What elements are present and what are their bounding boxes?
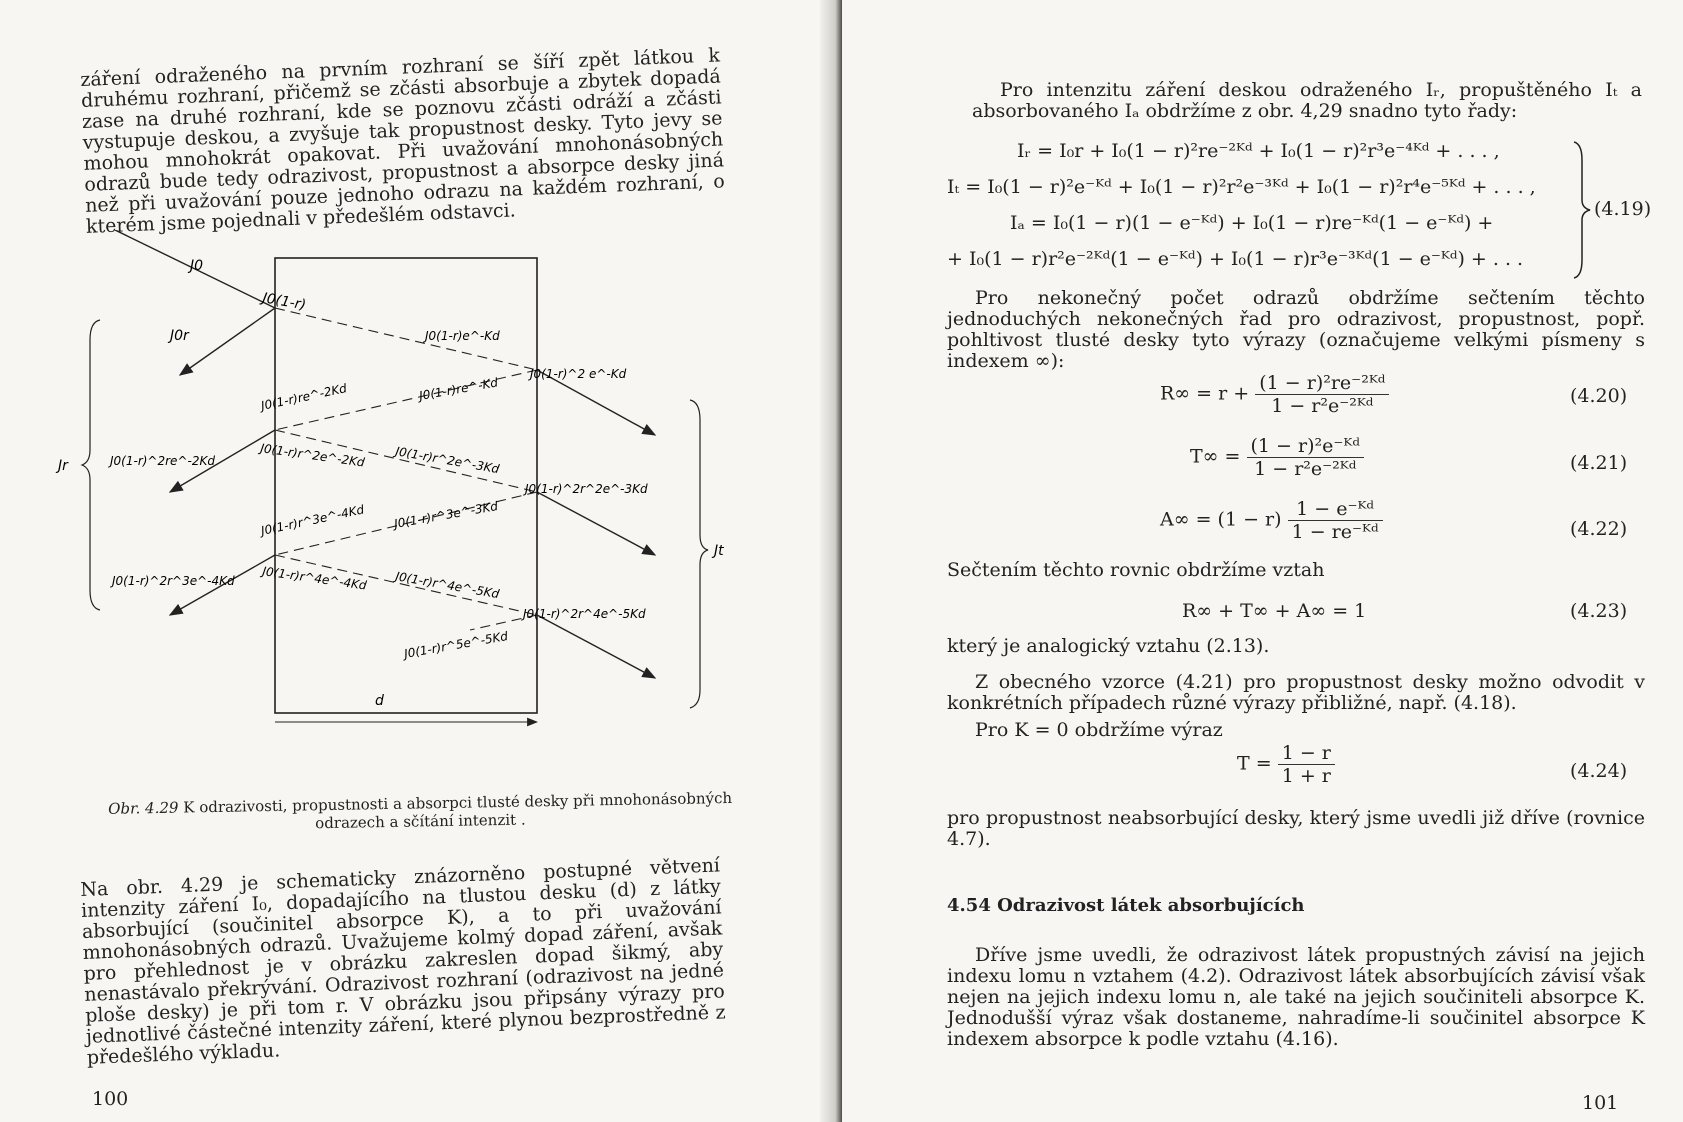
figure-caption [100, 789, 741, 836]
eq-422-lhs: A∞ = (1 − r) [1160, 508, 1282, 531]
eq-420 [1160, 372, 1389, 417]
label-j0-1mr-reKd: J0(1-r)re^-Kd [418, 375, 499, 403]
eq-419-line4: + I₀(1 − r)r²e⁻²ᴷᵈ(1 − e⁻ᴷᵈ) + I₀(1 − r)r³e⁻³ᴷᵈ(1 − e⁻ᴷᵈ) + . . . [947, 248, 1524, 270]
section-heading: 4.54 Odrazivost látek absorbujících [947, 895, 1305, 916]
eq-419-line1: Iᵣ = I₀r + I₀(1 − r)²re⁻²ᴷᵈ + I₀(1 − r)²r³e⁻⁴ᴷᵈ + . . . , [1017, 140, 1500, 162]
right-page [842, 0, 1683, 1122]
eq-423-number: (4.23) [1570, 600, 1628, 622]
label-j0-1mr2-re2Kd: J0(1-r)^2re^-2Kd [110, 454, 215, 468]
eq-422-number: (4.22) [1570, 518, 1628, 540]
left-page [0, 0, 838, 1122]
eq-420-num: (1 − r)²re⁻²ᴷᵈ [1255, 372, 1389, 395]
label-jt: Jt [714, 543, 724, 559]
label-j0-1mr2-r4e5Kd: J0(1-r)^2r^4e^-5Kd [523, 607, 646, 621]
caption-text: K odrazivosti, propustnosti a absorpci tlusté desky při mnohonásobných odrazech a sčítání intenzit . [183, 788, 733, 833]
eq-422 [1160, 498, 1383, 543]
right-paragraph-7: pro propustnost neabsorbující desky, který jsme uvedli již dříve (rovnice 4.7). [947, 807, 1645, 850]
label-jr: Jr [58, 458, 68, 474]
label-j0-1mr-r3e4Kd: J0(1-r)r^3e^-4Kd [259, 502, 366, 538]
eq-421-fraction [1247, 435, 1364, 480]
label-j0-1mr-eKd: J0(1-r)e^-Kd [425, 329, 500, 343]
eq-422-fraction [1288, 498, 1383, 543]
right-paragraph-8: Dříve jsme uvedli, že odrazivost látek propustných závisí na jejich indexu lomu n vztahem (4.2). Odrazivost látek absorbujících závisí však nejen na jejich indexu lomu n, ale také na jejich součiniteli absorpce K. Jednodušší výraz však dostaneme, nahradíme-li součinitel absorpce K indexem absorpce k podle vztahu (4.16). [947, 944, 1645, 1050]
label-j0-1mr-r2e3Kd: J0(1-r)r^2e^-3Kd [394, 444, 501, 477]
right-paragraph-2: Pro nekonečný počet odrazů obdržíme sečtením těchto jednoduchých nekonečných řad pro odrazivost, propustnost, popř. pohltivost tlusté desky tyto výrazy (označujeme velkými písmeny s indexem ∞): [947, 287, 1645, 372]
eq-424 [1237, 742, 1335, 787]
right-paragraph-3: Sečtením těchto rovnic obdržíme vztah [947, 559, 1325, 581]
eq-424-den: 1 + r [1281, 765, 1331, 787]
right-paragraph-5: Z obecného vzorce (4.21) pro propustnost desky možno odvodit v konkrétních případech různé výrazy přibližné, např. (4.18). [947, 671, 1645, 714]
eq-424-lhs: T = [1237, 752, 1272, 775]
label-j0-1mr2-eKd: J0(1-r)^2 e^-Kd [530, 367, 627, 381]
right-paragraph-6: Pro K = 0 obdržíme výraz [975, 719, 1223, 741]
left-paragraph-2: Na obr. 4.29 je schematicky znázorněno postupné větvení intenzity záření I₀, dopadajícího na tlustou desku (d) z látky absorbující (součinitel absorpce K), a to při uvažování mnohonásobných odrazů. Uvažujeme kolmý dopad záření, avšak pro přehlednost je v obrázku zakreslen dopad šikmý, aby nenastávalo překrývání. Odrazivost rozhraní (odrazivost na jedné ploše desky) je při tom r. V obrázku jsou připsány výrazy pro jednotlivé částečné intenzity záření, které plynou bezprostředně z předešlého výkladu. [79, 854, 726, 1069]
transmitted-ray-2 [537, 492, 655, 555]
eq-419-number: (4.19) [1594, 198, 1652, 220]
figure-4-29 [40, 230, 800, 790]
label-j0-1mr: J0(1-r) [261, 290, 308, 314]
label-j0-1mr-r2e2Kd: J0(1-r)r^2e^-2Kd [259, 441, 366, 470]
right-page-number: 101 [1582, 1092, 1619, 1114]
eq-420-den: 1 − r²e⁻²ᴷᵈ [1271, 395, 1374, 417]
label-j0-1mr-r4e4Kd: J0(1-r)r^4e^-4Kd [261, 564, 368, 593]
eq-424-num: 1 − r [1278, 742, 1335, 765]
left-paragraph-1: záření odraženého na prvním rozhraní se šíří zpět látkou k druhému rozhraní, přičemž se zčásti absorbuje a zbytek dopadá zase na druhé rozhraní, kde se poznovu zčásti odráží a zčásti vystupuje deskou, a zvyšuje tak propustnost desky. Tyto jevy se mohou mnohokrát opakovat. Při uvažování mnohonásobných odrazů bude tedy odrazivost, propustnost a absorpce desky jiná než při uvažování pouze jednoho odrazu na každém rozhraní, o kterém jsme pojednali v předešlém odstavci. [79, 44, 726, 238]
caption-label: Obr. 4.29 [107, 798, 179, 818]
label-j0r: J0r [170, 328, 189, 344]
label-j0: J0 [190, 258, 204, 274]
eq-420-lhs: R∞ = r + [1160, 382, 1250, 405]
jt-brace [690, 400, 708, 708]
eq-421-num: (1 − r)²e⁻ᴷᵈ [1247, 435, 1364, 458]
eq-419-line3: Iₐ = I₀(1 − r)(1 − e⁻ᴷᵈ) + I₀(1 − r)re⁻ᴷᵈ(1 − e⁻ᴷᵈ) + [1010, 212, 1494, 234]
eq-421-den: 1 − r²e⁻²ᴷᵈ [1254, 458, 1357, 480]
left-page-number: 100 [92, 1088, 129, 1110]
transmitted-ray-3 [537, 615, 655, 678]
right-paragraph-1: Pro intenzitu záření deskou odraženého Iᵣ, propuštěného Iₜ a absorbovaného Iₐ obdržíme z obr. 4,29 snadno tyto řady: [972, 79, 1642, 122]
eq-424-number: (4.24) [1570, 760, 1628, 782]
label-d: d [375, 693, 384, 709]
label-j0-1mr-r5e5Kd: J0(1-r)r^5e^-5Kd [403, 628, 509, 661]
label-j0-1mr-re2Kd-a: J0(1-r)re^-2Kd [259, 381, 348, 413]
label-j0-1mr2-r2e3Kd: J0(1-r)^2r^2e^-3Kd [525, 482, 648, 496]
eq-423: R∞ + T∞ + A∞ = 1 [1182, 600, 1367, 622]
eq-421-number: (4.21) [1570, 452, 1628, 474]
eq-420-number: (4.20) [1570, 385, 1628, 407]
jr-brace [82, 320, 100, 610]
eq-421-lhs: T∞ = [1190, 445, 1241, 468]
eq-419-line2: Iₜ = I₀(1 − r)²e⁻ᴷᵈ + I₀(1 − r)²r²e⁻³ᴷᵈ + I₀(1 − r)²r⁴e⁻⁵ᴷᵈ + . . . , [947, 176, 1536, 198]
eq-422-num: 1 − e⁻ᴷᵈ [1288, 498, 1383, 521]
reflected-ray-1 [180, 308, 275, 375]
label-j0-1mr-r3e3Kd: J0(1-r)r^3e^-3Kd [393, 498, 499, 531]
eq-424-fraction [1278, 742, 1335, 787]
eq-422-den: 1 − re⁻ᴷᵈ [1291, 521, 1379, 543]
eq-420-fraction [1255, 372, 1389, 417]
right-paragraph-4: který je analogický vztahu (2.13). [947, 635, 1270, 657]
label-j0-1mr2-r3e4Kd: J0(1-r)^2r^3e^-4Kd [112, 574, 235, 588]
eq-421 [1190, 435, 1364, 480]
eq-419-brace [1570, 140, 1592, 280]
plate [275, 258, 537, 713]
label-j0-1mr-r4e5Kd: J0(1-r)r^4e^-5Kd [394, 569, 501, 602]
